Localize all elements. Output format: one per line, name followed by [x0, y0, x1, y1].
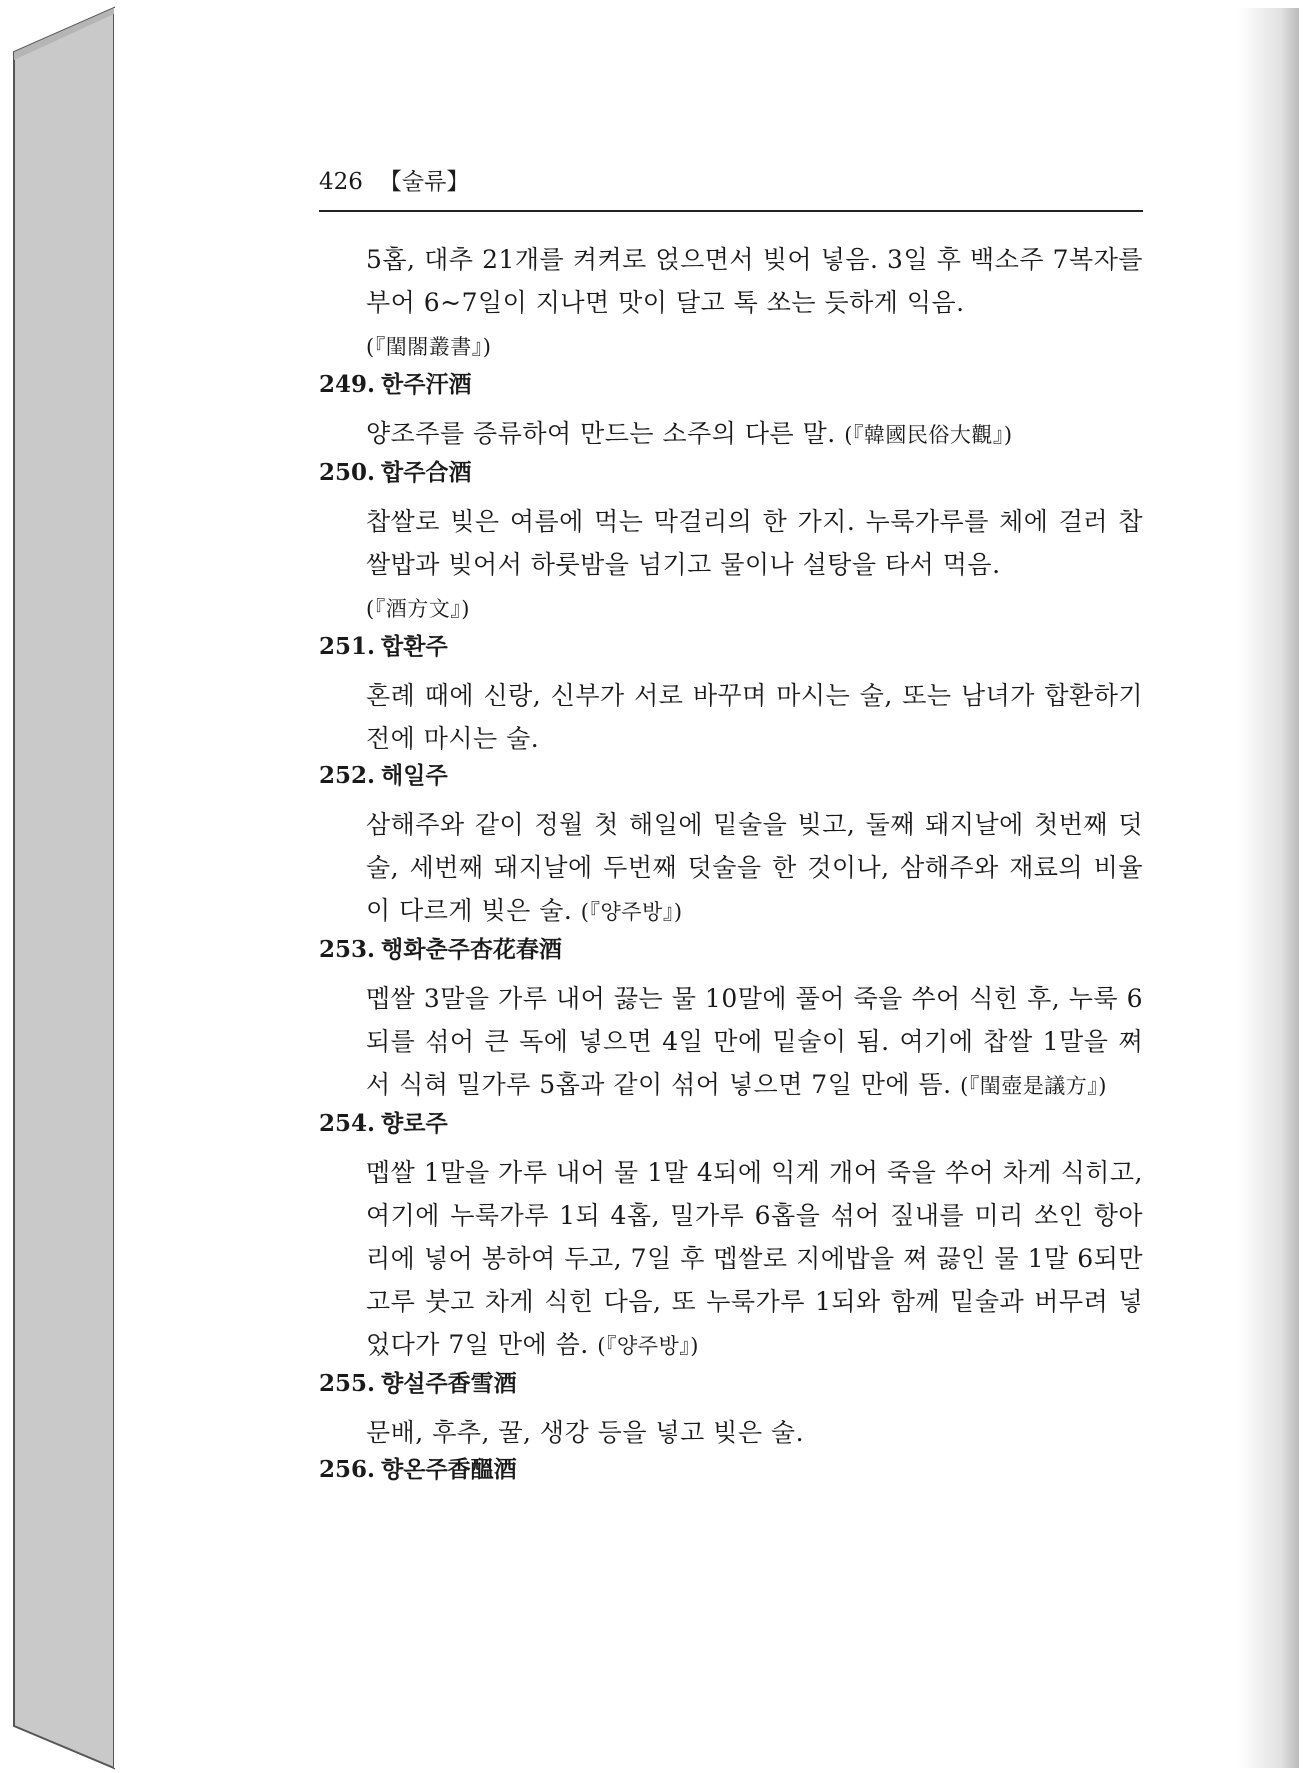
- entry-254: [319, 1108, 1143, 1368]
- running-head: [319, 166, 1143, 212]
- source-citation: (『양주방』): [580, 900, 683, 924]
- entry-heading: 256. 향온주香醞酒: [319, 1456, 517, 1483]
- page-edge-shadow: [1239, 8, 1299, 1768]
- entry-heading: 251. 합환주: [319, 633, 448, 660]
- entry-249: [319, 369, 1143, 457]
- entry-text: 멥쌀 3말을 가루 내어 끓는 물 10말에 풀어 죽을 쑤어 식힌 후, 누룩 6되를 섞어 큰 독에 넣으면 4일 만에 밑술이 됨. 여기에 찹쌀 1말을 쪄서 식혀 밀가루 5홉과 같이 섞어 넣으면 7일 만에 뜸. (『閨壺是議方』): [366, 984, 1143, 1099]
- entry-heading: 254. 향로주: [319, 1110, 448, 1137]
- source-citation: (『酒方文』): [366, 597, 470, 621]
- entry-heading: 255. 향설주香雪酒: [319, 1370, 517, 1397]
- entry-heading: 250. 합주合酒: [319, 459, 472, 486]
- entry-text: 양조주를 증류하여 만드는 소주의 다른 말. (『韓國民俗大觀』): [366, 419, 1013, 448]
- entry-heading: 253. 행화춘주杏花春酒: [319, 936, 562, 963]
- section-title: 【술류】: [378, 169, 470, 195]
- continued-entry-text: 5홉, 대추 21개를 켜켜로 얹으면서 빚어 넣음. 3일 후 백소주 7복자를 부어 6~7일이 지나면 맛이 달고 톡 쏘는 듯하게 익음. (『閨閤叢書』): [366, 245, 1143, 359]
- source-citation: (『韓國民俗大觀』): [844, 423, 1013, 447]
- entry-text: 멥쌀 1말을 가루 내어 물 1말 4되에 익게 개어 죽을 쑤어 차게 식히고, 여기에 누룩가루 1되 4홉, 밀가루 6홉을 섞어 짚내를 미리 쏘인 항아리에 넣어 봉하여 두고, 7일 후 멥쌀로 지에밥을 쪄 끓인 물 1말 6되만 고루 붓고 차게 식힌 다음, 또 누룩가루 1되와 함께 밑술과 버무려 넣었다가 7일 만에 씀. (『양주방』): [366, 1158, 1143, 1359]
- entry-253: [319, 934, 1143, 1108]
- page-number: 426: [319, 169, 363, 195]
- entry-text: 문배, 후추, 꿀, 생강 등을 넣고 빚은 술.: [366, 1418, 805, 1447]
- entry-250: [319, 457, 1143, 631]
- source-citation: (『양주방』): [597, 1334, 699, 1358]
- entry-252: [319, 760, 1143, 934]
- entry-list: [319, 238, 1143, 1497]
- entry-255: [319, 1368, 1143, 1454]
- page-content: [319, 166, 1143, 1497]
- entry-256: [319, 1454, 1143, 1497]
- entry-text: 찹쌀로 빚은 여름에 먹는 막걸리의 한 가지. 누룩가루를 체에 걸러 찹쌀밥과 빚어서 하룻밤을 넘기고 물이나 설탕을 타서 먹음. (『酒方文』): [366, 507, 1143, 621]
- entry-text: 삼해주와 같이 정월 첫 해일에 밑술을 빚고, 둘째 돼지날에 첫번째 덧술, 세번째 돼지날에 두번째 덧술을 한 것이나, 삼해주와 재료의 비율이 다르게 빚은 술. (『양주방』): [366, 810, 1143, 925]
- source-citation: (『閨壺是議方』): [960, 1074, 1107, 1098]
- source-citation: (『閨閤叢書』): [366, 335, 492, 359]
- entry-heading: 252. 해일주: [319, 762, 448, 789]
- entry-heading: 249. 한주汗酒: [319, 371, 472, 398]
- entry-251: [319, 631, 1143, 760]
- entry-text: 혼례 때에 신랑, 신부가 서로 바꾸며 마시는 술, 또는 남녀가 합환하기 전에 마시는 술.: [366, 681, 1143, 753]
